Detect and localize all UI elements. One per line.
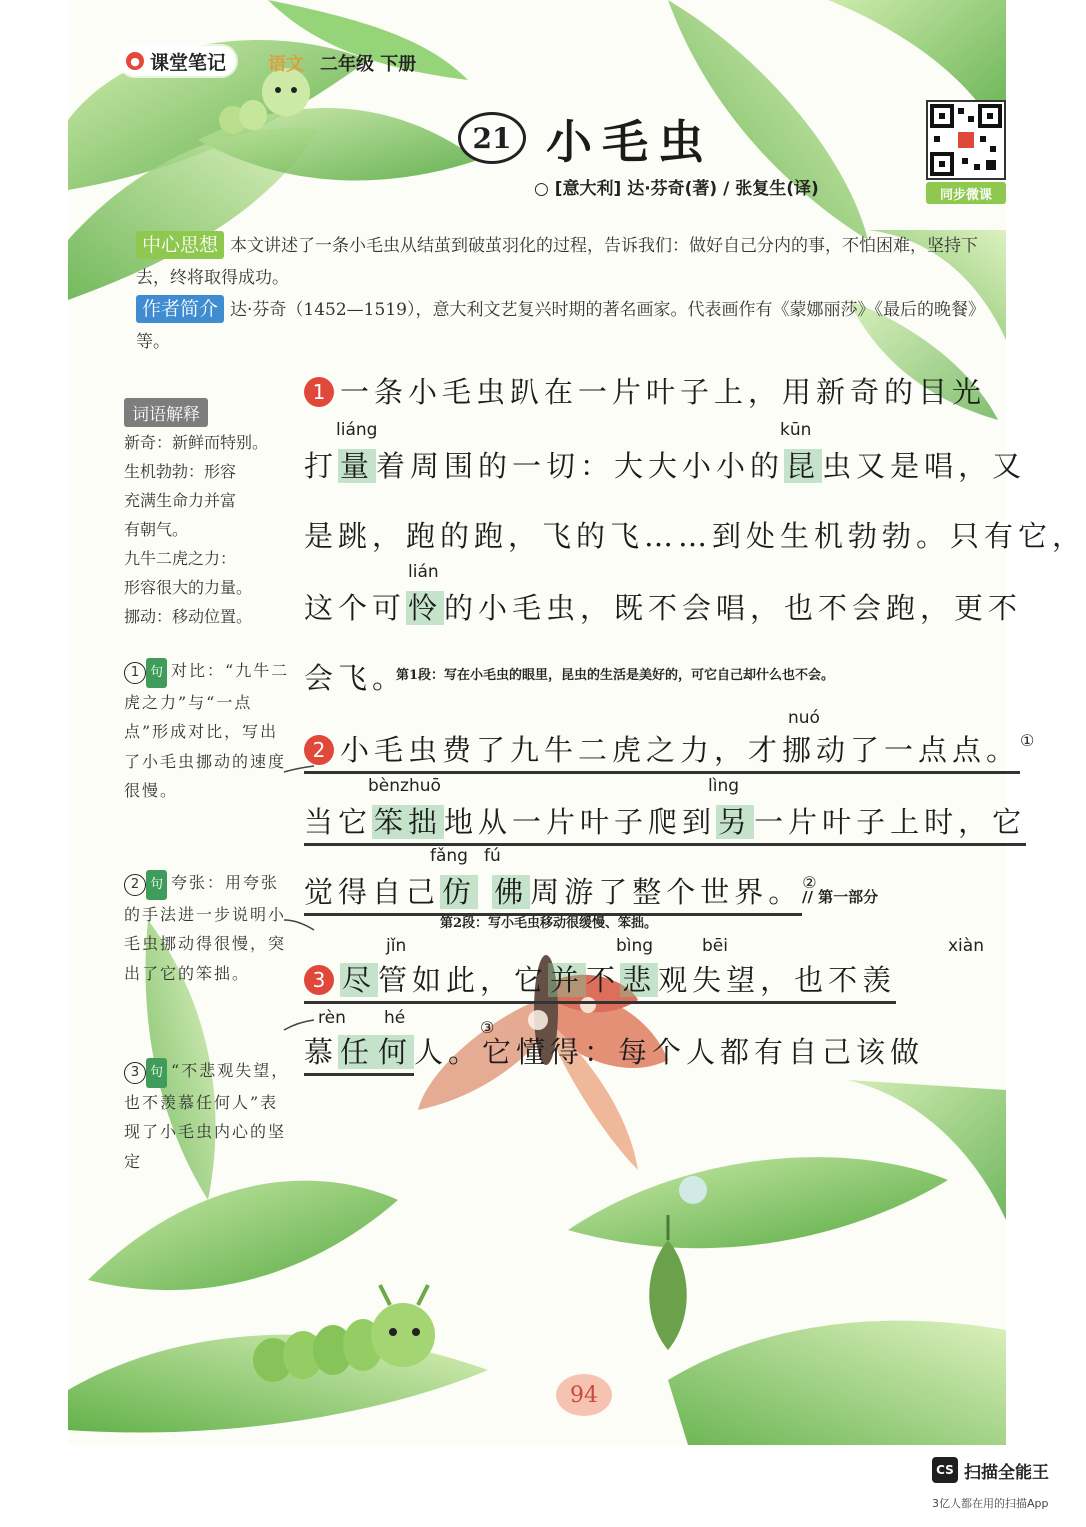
- vocab-line: 充满生命力并富: [124, 491, 237, 510]
- pinyin: liáng: [336, 420, 378, 440]
- grade-label: 二年级 下册: [320, 54, 417, 75]
- text-run: 人。它懂得：每个人都有自己该做: [414, 1035, 925, 1069]
- scanner-watermark: [932, 1457, 1049, 1483]
- paragraph-1-line: 是跳，跑的跑，飞的飞……到处生机勃勃。只有它，: [304, 519, 1086, 553]
- note-number: 2: [124, 874, 146, 896]
- text-run: 打: [304, 449, 339, 483]
- author-tag: 作者简介: [136, 295, 224, 323]
- note-number: 1: [124, 662, 146, 684]
- vocab-line: 挪动：移动位置。: [124, 607, 253, 626]
- paragraph-number: 2: [304, 735, 334, 765]
- leaf: [568, 1157, 948, 1248]
- underlined-sentence: [304, 733, 1020, 774]
- pinyin: bìng: [616, 936, 654, 956]
- new-word: 怜: [408, 591, 443, 625]
- author-intro-row: [136, 294, 1004, 358]
- marker: ①: [1020, 731, 1040, 750]
- underlined-sentence: [304, 805, 1026, 846]
- new-word: 佛: [494, 875, 529, 909]
- underlined-sentence: [304, 875, 802, 916]
- paragraph-summary: 第2段：写小毛虫移动很缓慢、笨拙。: [440, 916, 658, 931]
- underlined-sentence: [304, 963, 896, 1004]
- underlined-sentence: [304, 1035, 414, 1076]
- author-line: ○ [意大利] 达·芬奇(著) / 张复生(译): [534, 179, 819, 199]
- qr-label: 同步微课: [926, 182, 1006, 204]
- text-run: 虫又是唱，又: [822, 449, 1027, 483]
- note-text: 对比：“九牛二虎之力”与“一点点”形成对比，写出了小毛虫挪动的速度很慢。: [124, 661, 290, 800]
- textbook-page: [68, 0, 1086, 1445]
- paragraph-2-line: [304, 870, 1004, 911]
- note-number: 3: [124, 1062, 146, 1084]
- text-run: 周游了整个世界。: [530, 875, 803, 909]
- pinyin: rèn: [318, 1008, 346, 1028]
- marker: ②: [802, 873, 822, 892]
- pinyin: bènzhuō: [368, 776, 441, 796]
- text-run: 的小毛虫，既不会唱，也不会跑，更不: [444, 591, 1023, 625]
- paragraph-1-line: 会飞。: [304, 661, 407, 695]
- new-word: 并: [550, 963, 585, 997]
- vocab-line: 形容很大的力量。: [124, 578, 253, 597]
- note-tag: 句: [146, 658, 167, 688]
- page-number: 94: [556, 1374, 612, 1416]
- subject-label: 语文: [268, 54, 304, 75]
- camscanner-logo-icon: CS: [932, 1457, 958, 1483]
- new-word: 悲: [622, 963, 657, 997]
- theme-row: [136, 230, 1004, 294]
- text-run: 一条小毛虫趴在一片叶子上，用新奇的目光: [340, 375, 987, 409]
- qr-code-icon: [928, 102, 1004, 178]
- vocab-line: 生机勃勃：形容: [124, 462, 237, 481]
- note-tag: 句: [146, 1058, 167, 1088]
- pinyin: hé: [384, 1008, 406, 1028]
- lesson-number: 21: [458, 112, 526, 164]
- theme-tag: 中心思想: [136, 231, 224, 259]
- note-tag: 句: [146, 870, 167, 900]
- pinyin: xiàn: [948, 936, 984, 956]
- pinyin: kūn: [780, 420, 812, 440]
- lesson-title: 小毛虫: [546, 115, 714, 169]
- new-word: 尽: [342, 963, 377, 997]
- speech-bubble-icon: ●: [126, 52, 144, 70]
- text-run: 慕: [304, 1035, 339, 1069]
- paragraph-number: 1: [304, 377, 334, 407]
- paragraph-summary: 第1段：写在小毛虫的眼里，昆虫的生活是美好的，可它自己却什么也不会。: [396, 668, 835, 683]
- paragraph-3-line: [304, 958, 1004, 999]
- new-word: 仿: [442, 875, 477, 909]
- intro-block: [136, 230, 1004, 358]
- leaf: [88, 1181, 398, 1290]
- note-text: 夸张：用夸张的手法进一步说明小毛虫挪动得很慢，突出了它的笨拙。: [124, 873, 287, 983]
- pinyin: fǎng: [430, 846, 468, 866]
- theme-text: 本文讲述了一条小毛虫从结茧到破茧羽化的过程，告诉我们：做好自己分内的事，不怕困难，坚持下去，终将取得成功。: [136, 236, 979, 288]
- pinyin: lián: [408, 562, 439, 582]
- sentence-note-3: [124, 1056, 296, 1176]
- paragraph-3-line: [304, 1030, 1004, 1071]
- text-run: 当它: [304, 805, 373, 839]
- paragraph-1-line: [304, 586, 1023, 627]
- section-label: // 第一部分: [802, 888, 879, 906]
- vocab-line: 新奇：新鲜而特别。: [124, 433, 269, 452]
- scanner-app-name: 扫描全能王: [964, 1462, 1049, 1483]
- sentence-note-2: [124, 868, 296, 988]
- text-run: 小毛虫费了九牛二虎之力，才挪动了一点点。: [340, 733, 1021, 767]
- paragraph-2-line: [304, 728, 1040, 769]
- pinyin: fú: [484, 846, 501, 866]
- new-word: 笨拙: [374, 805, 443, 839]
- new-word: 何: [378, 1035, 413, 1069]
- text-run: 管如此，它: [378, 963, 549, 997]
- paragraph-number: 3: [304, 965, 334, 995]
- pinyin: nuó: [788, 708, 820, 728]
- brand-name: 课堂笔记: [150, 51, 227, 74]
- text-run: 不: [586, 963, 621, 997]
- paragraph-2-line: [304, 800, 1027, 841]
- paragraph-1-line: [304, 370, 1004, 411]
- new-word: 昆: [786, 449, 821, 483]
- new-word: 另: [718, 805, 753, 839]
- new-word: 任: [340, 1035, 375, 1069]
- pinyin: lìng: [708, 776, 740, 796]
- vocab-list: [124, 428, 294, 631]
- marker: ③: [480, 1018, 495, 1037]
- text-run: 这个可: [304, 591, 407, 625]
- text-run: 着周围的一切：大大小小的: [376, 449, 785, 483]
- qr-code[interactable]: [926, 100, 1006, 180]
- text-run: 觉得自己: [304, 875, 441, 909]
- vocab-tag: 词语解释: [124, 398, 208, 427]
- vocab-line: 九牛二虎之力：: [124, 549, 237, 568]
- note-text: “不悲观失望，也不羡慕任何人”表现了小毛虫内心的坚定: [124, 1061, 290, 1171]
- leaf: [668, 1321, 1006, 1445]
- paragraph-1-line: [304, 444, 1027, 485]
- text-run: 一片叶子上时，它: [754, 805, 1027, 839]
- pinyin: bēi: [702, 936, 728, 956]
- scanner-tagline: 3亿人都在用的扫描App: [932, 1497, 1049, 1510]
- new-word: 量: [340, 449, 375, 483]
- author-intro-text: 达·芬奇（1452—1519），意大利文艺复兴时期的著名画家。代表画作有《蒙娜丽莎》《最后的晚餐》等。: [136, 300, 985, 352]
- sentence-note-1: [124, 656, 296, 806]
- pinyin: jǐn: [386, 936, 407, 956]
- vocab-line: 有朝气。: [124, 520, 189, 539]
- text-run: 观失望，也不羡: [658, 963, 897, 997]
- brand-badge: [120, 46, 236, 76]
- text-run: 地从一片叶子爬到: [444, 805, 717, 839]
